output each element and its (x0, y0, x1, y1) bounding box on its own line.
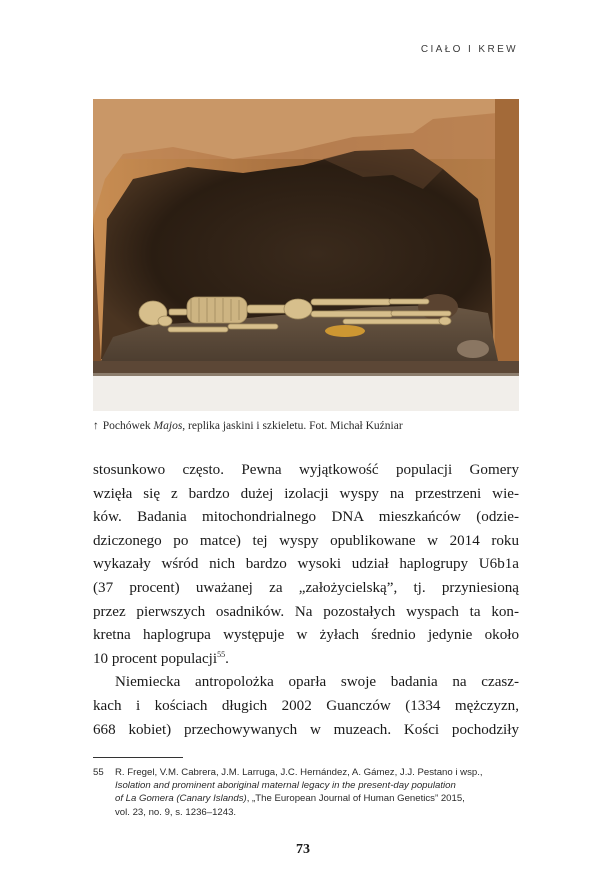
caption-italic-term: Majos (153, 420, 183, 432)
footnote-divider (93, 757, 183, 758)
caption-text-end: , replika jaskini i szkieletu. Fot. Michał Kuźniar (182, 420, 403, 432)
footnote (93, 766, 523, 819)
text-line: kach i kościach długich 2002 Guanczów (1334 mężczyzn, (93, 697, 519, 714)
text-line: wykazały wśród nich bardzo wysoki udział haplogrupy U6b1a (93, 556, 519, 573)
text-line-paragraph-end (93, 648, 519, 672)
caption-text-start: Pochówek (102, 420, 154, 432)
text-fragment: 10 procent populacji (93, 650, 218, 667)
footnote-line: R. Fregel, V.M. Cabrera, J.M. Larruga, J.C. Hernández, A. Gámez, J.J. Pestano i wsp., (115, 767, 483, 778)
text-fragment: . (225, 650, 229, 667)
footnote-line (115, 779, 523, 792)
cave-skeleton-illustration (93, 99, 519, 411)
footnote-line (115, 792, 523, 805)
text-line-indented: Niemiecka antropolożka oparła swoje badania na czasz- (115, 674, 519, 691)
main-text (93, 459, 519, 742)
text-line: kretna haplogrupa występuje w żyłach średnio jedynie około (93, 627, 519, 644)
text-line: ków. Badania mitochondrialnego DNA mieszkańców (odzie- (93, 509, 519, 526)
footnote-reference[interactable]: 55 (217, 649, 226, 659)
text-line: przez pierwszych osadników. Na pozostałych wyspach ta kon- (93, 603, 519, 620)
figure-photo-burial-replica (93, 99, 519, 411)
footnote-journal: , „The European Journal of Human Genetics” 2015, (246, 793, 465, 805)
text-line: dziczonego po matce) tej wyspy opublikowane w 2014 roku (93, 532, 519, 549)
footnote-number: 55 (93, 767, 104, 778)
footnote-title-italic: of La Gomera (Canary Islands) (115, 793, 247, 805)
text-line: wzięła się z bardzo dużej izolacji wyspy na przestrzeni wie- (93, 485, 519, 502)
running-head: CIAŁO I KREW (420, 44, 518, 55)
text-line: stosunkowo często. Pewna wyjątkowość populacji Gomery (93, 462, 519, 478)
figure-caption (93, 420, 533, 432)
arrow-up-icon: ↑ (93, 420, 99, 432)
footnote-line: vol. 23, no. 9, s. 1236–1243. (115, 806, 237, 818)
text-line: (37 procent) uważanej za „założycielską”, tj. przyniesioną (93, 579, 519, 596)
page-number: 73 (296, 842, 310, 857)
footnote-text (115, 766, 523, 819)
text-line: 668 kobiet) przechowywanych w muzeach. Kości pochodziły (93, 721, 519, 738)
footnote-title-italic: Isolation and prominent aboriginal maternal legacy in the present-day population (115, 780, 456, 792)
